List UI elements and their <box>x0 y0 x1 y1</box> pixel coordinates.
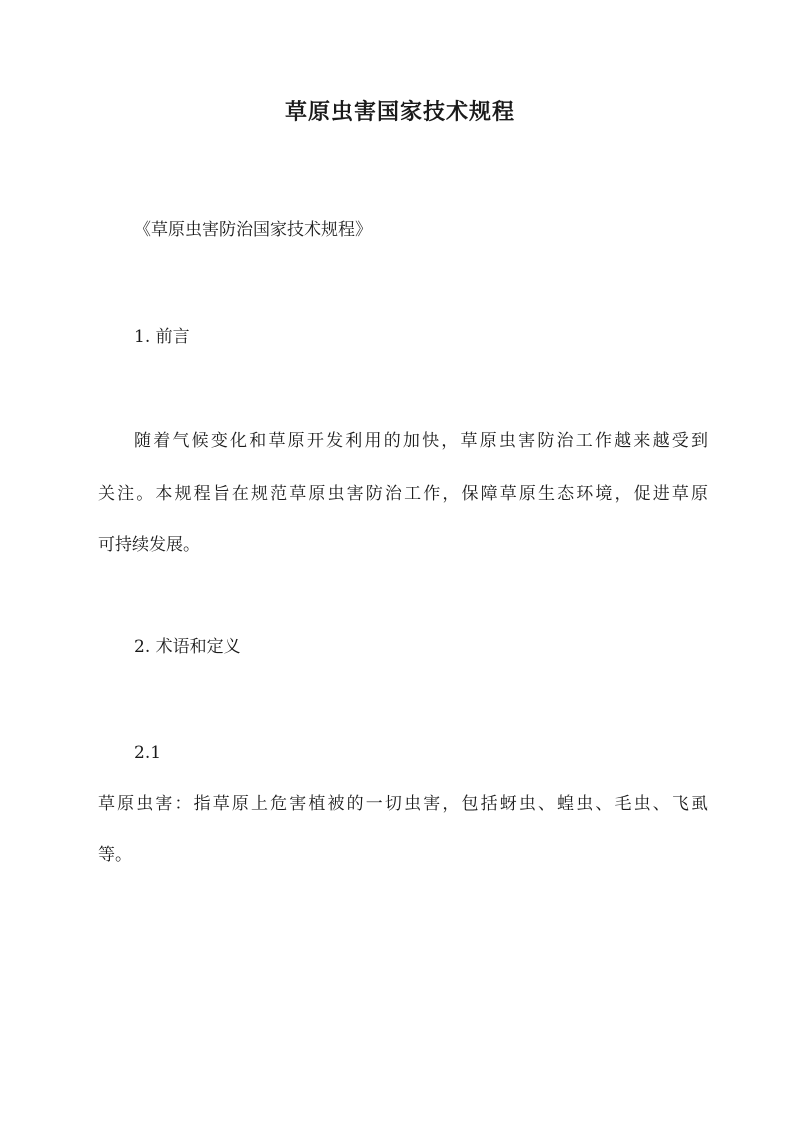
document-title: 草原虫害国家技术规程 <box>284 99 515 125</box>
section-heading-preface: 1. 前言 <box>134 327 190 347</box>
document-subtitle: 《草原虫害防治国家技术规程》 <box>134 220 372 240</box>
paragraph-line: 随着气候变化和草原开发利用的加快，草原虫害防治工作越来越受到 <box>134 431 708 451</box>
definition-line: 草原虫害：指草原上危害植被的一切虫害，包括蚜虫、蝗虫、毛虫、飞虱 <box>98 794 708 814</box>
section-heading-terms: 2. 术语和定义 <box>134 637 241 657</box>
definition-line: 等。 <box>98 845 132 865</box>
paragraph-line: 可持续发展。 <box>98 535 200 555</box>
paragraph-line: 关注。本规程旨在规范草原虫害防治工作，保障草原生态环境，促进草原 <box>98 484 708 504</box>
subsection-number: 2.1 <box>134 743 162 763</box>
